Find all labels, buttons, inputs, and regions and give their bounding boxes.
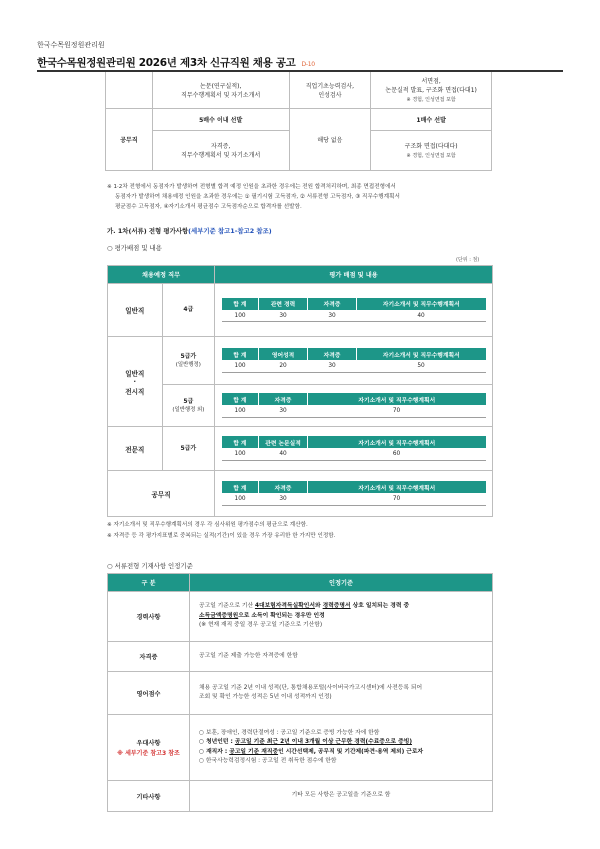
inner-header-row (222, 393, 486, 405)
inner-header: 관련 경력 (259, 298, 308, 310)
section-heading (107, 226, 272, 235)
criteria-line (199, 612, 483, 622)
inner-value-row (222, 448, 486, 460)
inner-header: 관련 논문실적 (259, 436, 308, 448)
score-breakdown (222, 436, 486, 461)
category-cell: 공무직 (106, 108, 153, 170)
inner-header: 자기소개서 및 직무수행계획서 (308, 481, 486, 493)
inner-header: 자기소개서 및 직무수행계획서 (308, 393, 486, 405)
inner-value: 70 (308, 493, 486, 505)
text: 상호 일치되는 경력 중 (350, 603, 410, 610)
note-line: ※ 자기소개서 및 직무수행계획서의 경우 각 심사위원 평가점수의 평균으로 계산함. (107, 522, 308, 528)
cell-line: 직무수행계획서 및 자기소개서 (181, 152, 261, 159)
criteria-line (199, 602, 483, 612)
criteria-line: ○ 한국사능력검정시험 : 공고일 전 취득한 점수에 한함 (199, 758, 337, 764)
criteria-text (190, 672, 493, 715)
organization-name: 한국수목원정원관리원 (37, 41, 105, 49)
text: 경력증명서 (322, 603, 351, 610)
table-row (108, 642, 493, 672)
stage-head: 5배수 이내 선발 (152, 108, 289, 130)
table-row (108, 337, 493, 385)
category-text: 우대사항 (136, 740, 161, 747)
criteria-table (107, 573, 493, 812)
table-row (106, 108, 492, 130)
score-table (107, 265, 493, 517)
text: 4대보험자격득실확인서 (254, 603, 315, 610)
category-cell: 전문직 (108, 427, 163, 471)
category-cell (108, 337, 163, 427)
grade-cell: 4급 (162, 284, 215, 337)
inner-header-row (222, 436, 486, 448)
cell (152, 72, 289, 108)
cell (371, 130, 492, 170)
stage-head: 1배수 선발 (371, 108, 492, 130)
cell (152, 130, 289, 170)
version-tag: D-10 (301, 61, 315, 68)
score-breakdown (222, 298, 486, 323)
inner-header: 자기소개서 및 직무수행계획서 (308, 436, 486, 448)
selection-stage-table (105, 72, 492, 171)
cell-line: 논문실적 발표, 구조화 면접(다대1) (385, 87, 477, 95)
title-text: 한국수목원정원관리원 2026년 제3차 신규직원 채용 공고 (37, 57, 296, 69)
criteria-text (190, 715, 493, 781)
cell-line: 논문(연구실적), (200, 82, 242, 90)
grade-cell: 5급가 (162, 427, 215, 471)
grade-text: 5급 (183, 397, 194, 405)
cell (371, 72, 492, 108)
criteria-line: 채용 공고일 기준 2년 이내 성적(단, 통합채용포털(사이버국가고시센터)에 사전등록 되어 (199, 684, 423, 691)
column-header: 구 분 (108, 574, 190, 592)
tie-break-note (107, 182, 497, 212)
inner-value-row (222, 405, 486, 417)
cell-line: 구조화 면접(다대다) (404, 143, 458, 150)
inner-value: 30 (259, 493, 308, 505)
note-line: 동점자가 발생하여 채용예정 인원을 초과한 경우에는 ① 필기시험 고득점자, ② 서류전형 고득점자, ③ 직무수행계획서 (115, 194, 400, 200)
grade-text: 5급가 (180, 352, 197, 360)
section-heading-text: 가. 1차(서류) 전형 평가사항 (107, 227, 189, 235)
inner-header: 자격증 (259, 393, 308, 405)
table-header-row (108, 574, 493, 592)
subsection-heading: ○ 평가배점 및 내용 (107, 244, 162, 252)
inner-value: 20 (259, 360, 308, 372)
grade-cell (162, 337, 215, 385)
criteria-line: ○ 보훈, 장애인, 경력단절여성 : 공고일 기준으로 증빙 가능한 자에 한함 (199, 729, 380, 736)
table-row (108, 284, 493, 337)
grade-cell (162, 385, 215, 427)
inner-value: 70 (308, 405, 486, 417)
score-breakdown (222, 481, 486, 506)
grade-sub: (일반행정) (175, 361, 201, 368)
inner-header: 자기소개서 및 직무수행계획서 (357, 298, 486, 310)
cell-line: 직업기초능력검사, (305, 82, 355, 90)
table-row (108, 385, 493, 427)
cell-line: 인성검사 (318, 91, 342, 99)
inner-value: 60 (308, 448, 486, 460)
category-cell: 기타사항 (108, 781, 190, 812)
criteria-text (190, 592, 493, 642)
note-line: ※ 1·2차 전형에서 동점자가 발생하여 전형별 합격 예정 인원을 초과한 경우에는 전원 합격처리하며, 최종 면접전형에서 (107, 184, 396, 190)
inner-value: 30 (259, 310, 308, 322)
category-cell (108, 715, 190, 781)
category-line: 일반직 (125, 369, 145, 378)
unit-label: (단위 : 점) (456, 257, 480, 263)
grade-sub: (일반행정 외) (172, 406, 205, 413)
table-row (108, 471, 493, 517)
score-breakdown (222, 348, 486, 373)
column-header: 인정기준 (190, 574, 493, 592)
table-row (108, 592, 493, 642)
score-cell (215, 385, 493, 427)
score-cell (215, 337, 493, 385)
inner-header-row (222, 348, 486, 360)
document-title (37, 55, 315, 70)
cell-line: 자격증, (211, 143, 231, 150)
inner-header: 합 계 (222, 481, 259, 493)
inner-header-row (222, 298, 486, 310)
criteria-text: 기타 모든 사항은 공고일을 기준으로 함 (190, 781, 493, 812)
text: 공고일 기준 최근 2년 이내 3개월 이상 근무한 경력(수료증으로 증빙) (234, 739, 412, 745)
score-cell (215, 471, 493, 517)
table-row (108, 672, 493, 715)
note-line: 평균점수 고득점자, ④자기소개서 평균점수 고득점자순으로 합격자를 선발함. (115, 204, 302, 210)
text: 으로 소득이 확인되는 경우만 인정 (238, 612, 325, 619)
category-line: 전시직 (125, 387, 145, 396)
table-row (108, 427, 493, 471)
column-header: 채용예정 직무 (108, 266, 215, 284)
table-row (106, 72, 492, 108)
criteria-text: 공고일 기준 제출 가능한 자격증에 한함 (190, 642, 493, 672)
inner-header: 자기소개서 및 직무수행계획서 (357, 348, 486, 360)
table-row (108, 781, 493, 812)
inner-value: 50 (357, 360, 486, 372)
score-cell (215, 427, 493, 471)
category-cell: 영어점수 (108, 672, 190, 715)
category-cell: 공무직 (108, 471, 215, 517)
score-cell (215, 284, 493, 337)
score-notes (107, 520, 335, 542)
subsection-heading: ○ 서류전형 기재사항 인정기준 (107, 562, 193, 570)
table-row (108, 715, 493, 781)
table-header-row (108, 266, 493, 284)
cell-note: ※ 경험, 인성면접 포함 (406, 97, 456, 104)
text: ○ 청년인턴 : (199, 739, 235, 745)
inner-value: 30 (259, 405, 308, 417)
text: 공고일 기준 재직중 (229, 748, 279, 755)
category-ref: ※ 세부기준 참고3 참조 (117, 750, 180, 757)
inner-value: 100 (222, 493, 259, 505)
inner-value: 30 (308, 310, 357, 322)
column-header: 평가 배점 및 내용 (215, 266, 493, 284)
inner-value: 100 (222, 310, 259, 322)
inner-header: 합 계 (222, 393, 259, 405)
inner-value: 30 (308, 360, 357, 372)
text: 소득금액증명원 (199, 612, 239, 619)
inner-header: 합 계 (222, 348, 259, 360)
cell-line: 서면점, (421, 78, 441, 86)
text: 인 시간선택제, 공무직 및 기간제(파견·용역 제외) 근로자 (278, 748, 424, 755)
text: ○ 재직자 : (199, 748, 230, 755)
category-cell: 자격증 (108, 642, 190, 672)
category-line: · (133, 377, 137, 386)
cell-note: ※ 경험, 인성면접 포함 (406, 153, 456, 159)
inner-header: 자격증 (308, 348, 357, 360)
category-cell: 일반직 (108, 284, 163, 337)
text: 공고일 기준으로 기산 (199, 603, 255, 610)
text: 와 (314, 603, 323, 610)
inner-header: 자격증 (259, 481, 308, 493)
inner-value: 40 (357, 310, 486, 322)
section-heading-ref: (세부기준 참고1-참고2 참조) (188, 227, 272, 235)
inner-value-row (222, 310, 486, 322)
criteria-line (199, 748, 483, 758)
note-line: ※ 자격증 등 각 평가지표별로 중복되는 실적(기간)이 있을 경우 가장 유리한 한 가지만 인정함. (107, 533, 336, 539)
cell: 해당 없음 (289, 108, 371, 170)
cell (289, 72, 371, 108)
inner-value-row (222, 493, 486, 505)
empty-cell (106, 72, 153, 108)
inner-header: 합 계 (222, 298, 259, 310)
score-breakdown (222, 393, 486, 418)
inner-header-row (222, 481, 486, 493)
inner-value-row (222, 360, 486, 372)
category-cell: 경력사항 (108, 592, 190, 642)
criteria-line (199, 738, 483, 748)
cell-line: 직무수행계획서 및 자기소개서 (181, 91, 261, 99)
inner-header: 영어성적 (259, 348, 308, 360)
inner-value: 40 (259, 448, 308, 460)
inner-value: 100 (222, 448, 259, 460)
inner-value: 100 (222, 405, 259, 417)
inner-header: 합 계 (222, 436, 259, 448)
criteria-line: 조회 및 확인 가능한 성적은 5년 이내 성적까지 인정) (199, 694, 332, 700)
inner-header: 자격증 (308, 298, 357, 310)
inner-value: 100 (222, 360, 259, 372)
criteria-line: (※ 현재 재직 중일 경우 공고일 기준으로 기산함) (199, 622, 323, 629)
